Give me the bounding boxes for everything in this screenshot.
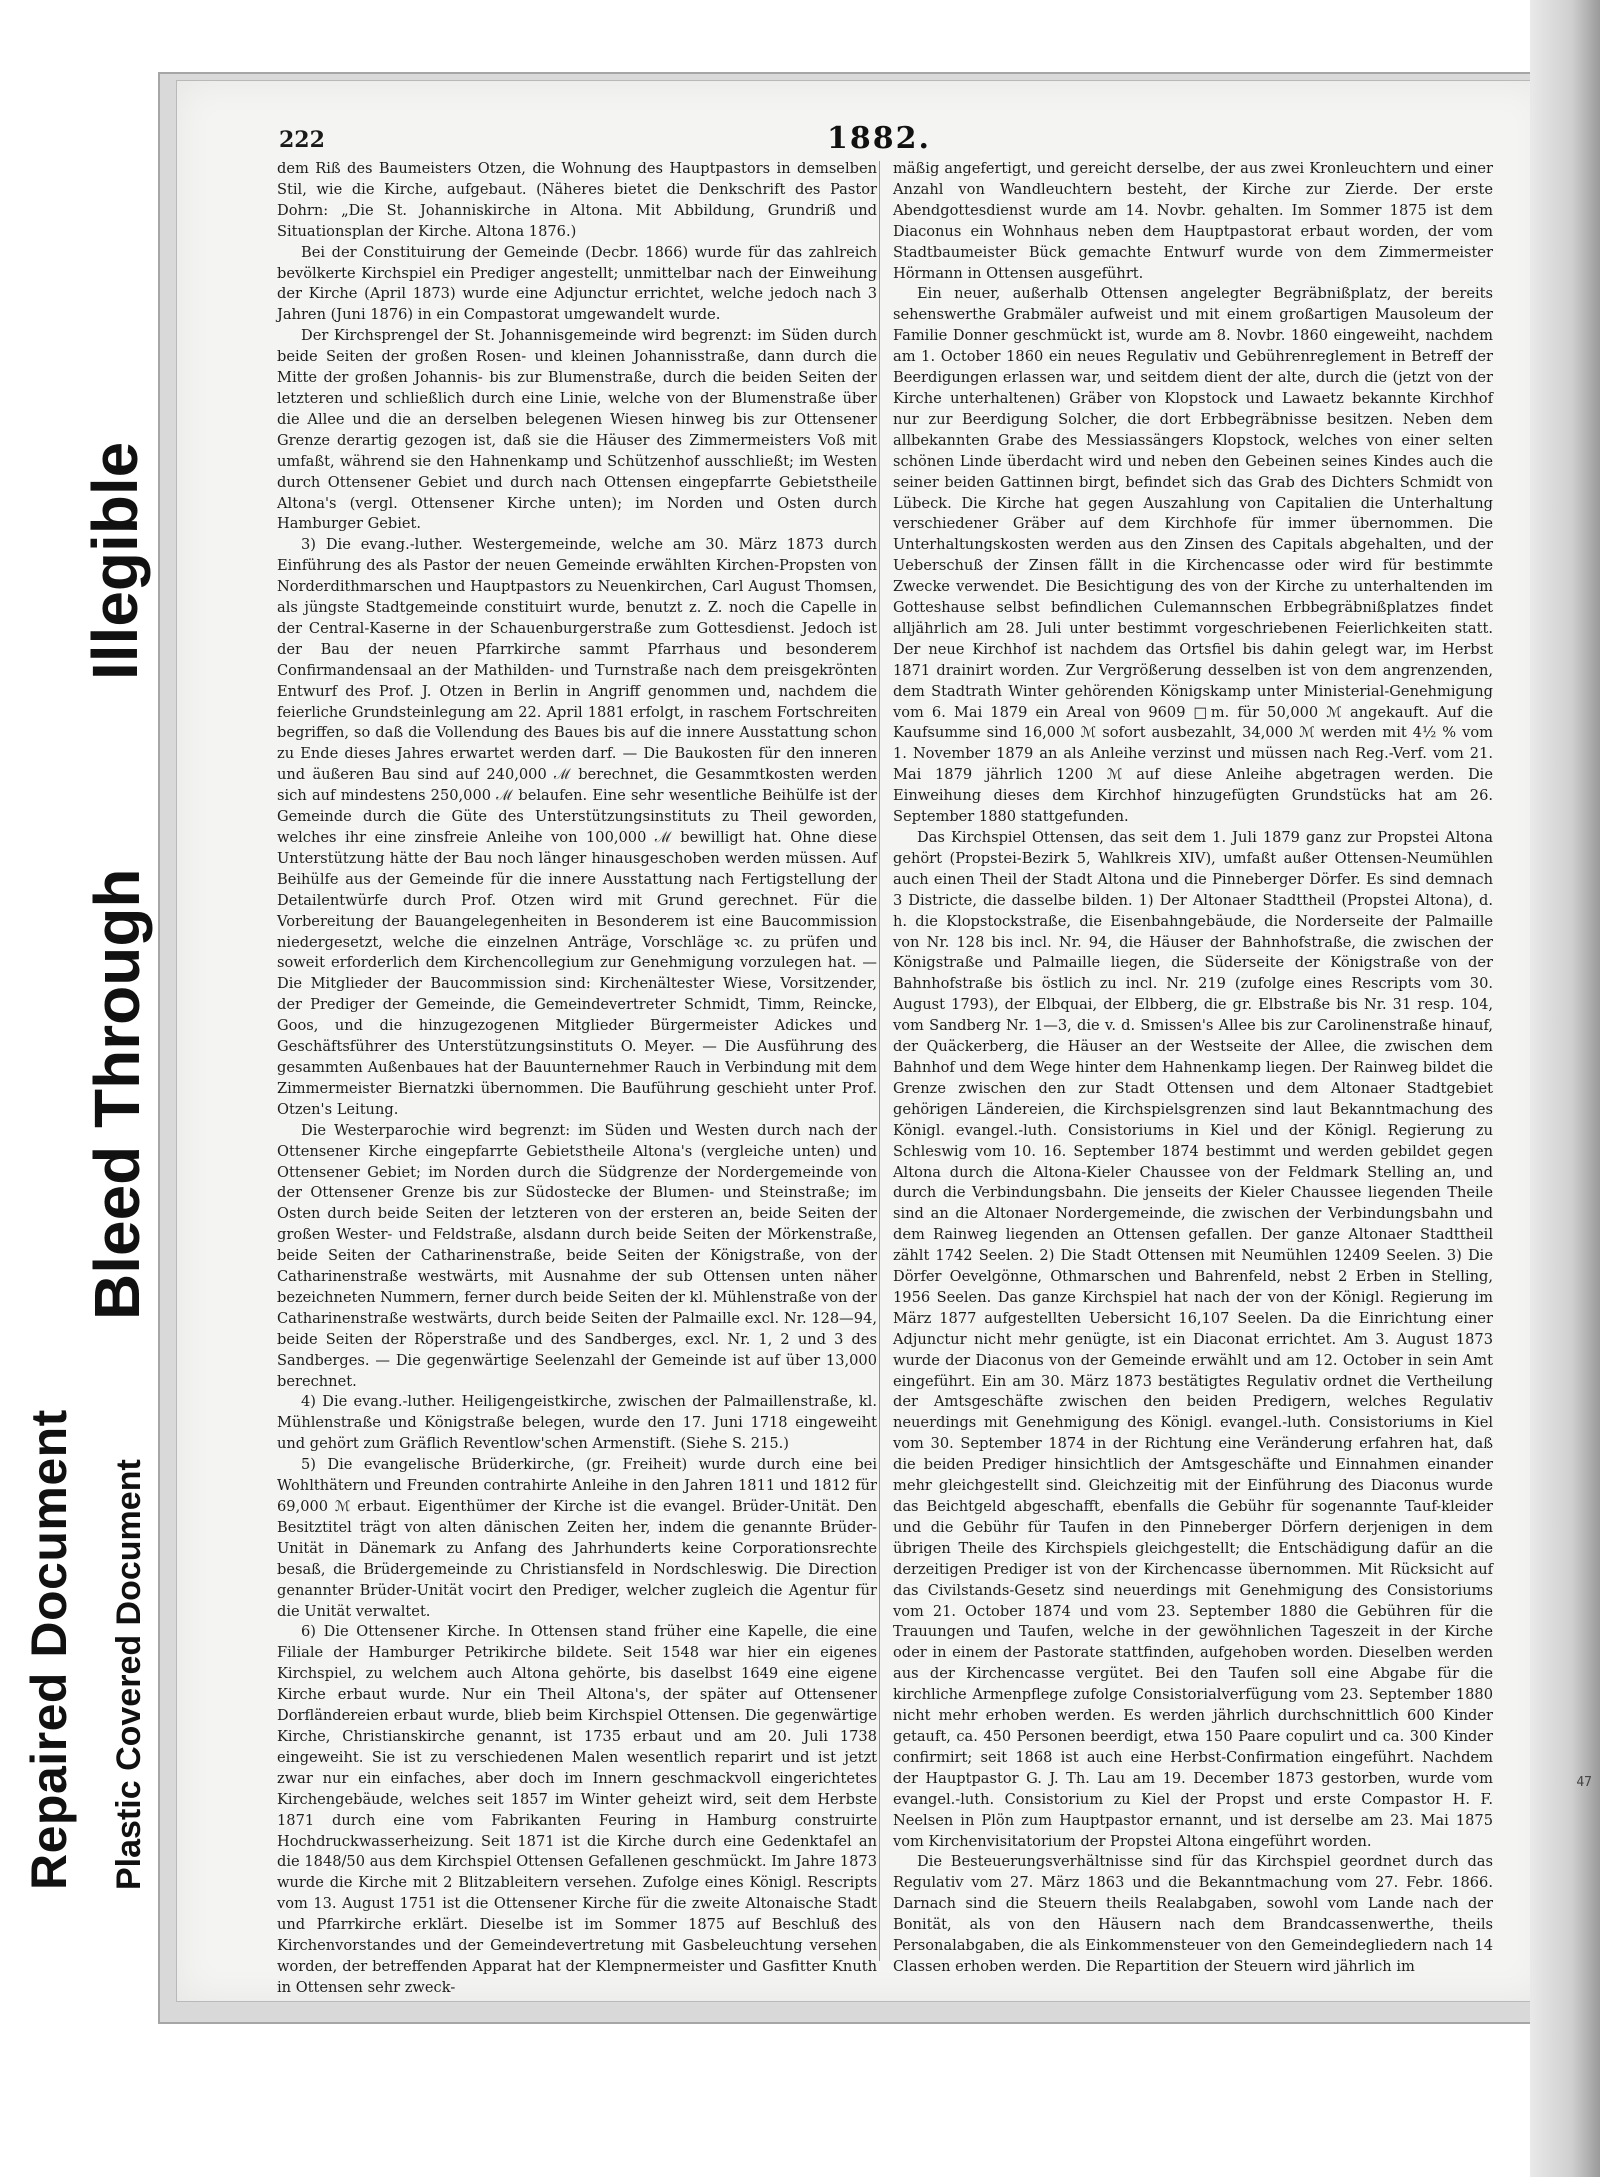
paragraph: Die Westerparochie wird begrenzt: im Süden und Westen durch nach der Ottensener Kirche eingepfarrte Gebietstheile Altona's (vergleiche unten) und Ottensener Gebiet; im Norden durch die Südgrenze der Nordergemeinde von der Ottensener Grenze bis zur Südostecke der Blumen- und Steinstraße; im Osten durch beide Seiten der letzteren von der ersteren an, beide Seiten der großen Wester- und Feldstraße, alsdann durch beide Seiten der Mörkenstraße, beide Seiten der Catharinenstraße, beide Seiten der Königstraße, von der Catharinenstraße westwärts, mit Ausnahme der sub Ottensen unten näher bezeichneten Nummern, ferner durch beide Seiten der kl. Mühlenstraße von der Catharinenstraße westwärts, durch beide Seiten der Palmaille excl. Nr. 128—94, beide Seiten der Röperstraße und des Sandberges, excl. Nr. 1, 2 und 3 des Sandberges. — Die gegenwärtige Seelenzahl der Gemeinde ist auf über 13,000 berechnet. — [277, 1121, 877, 1390]
paragraph: Bei der Constituirung der Gemeinde (Decbr. 1866) wurde für das zahlreich bevölkerte Kirchspiel ein Prediger angestellt; unmittelbar nach der Einweihung der Kirche (April 1873) wurde eine Adjunctur errichtet, welche jedoch nach 3 Jahren (Juni 1876) in ein Compastorat umgewandelt wurde. — [277, 243, 877, 324]
paragraph: 5) Die evangelische Brüderkirche, (gr. Freiheit) wurde durch eine bei Wohlthätern und Freunden contrahirte Anleihe in den Jahren 1811 und 1812 für 69,000 ℳ erbaut. Eigenthümer der Kirche ist die evangel. Brüder-Unität. Den Besitztitel trägt von alten dänischen Zeiten her, indem die genannte Brüder-Unität in Dänemark zu Anfang des Jahrhunderts keine Corporationsrechte besaß, die Brüdergemeinde zu Christiansfeld in Nordschleswig. Die Direction genannter Brüder-Unität vocirt den Prediger, welcher zugleich die Agentur für die Unität verwaltet. — [277, 1456, 877, 1620]
paragraph: 6) Die Ottensener Kirche. In Ottensen stand früher eine Kapelle, die eine Filiale der Hamburger Petrikirche bildete. Seit 1548 war hier ein eigenes Kirchspiel, zu welchem auch Altona gehörte, bis daselbst 1649 eine eigene Kirche erbaut wurde. Nur ein Theil Altona's, der später auf Ottensener Dorfländereien erbaut wurde, blieb beim Kirchspiel Ottensen. Die gegenwärtige Kirche, Christianskirche genannt, ist 1735 erbaut und am 20. Juli 1738 eingeweiht. Sie ist zu verschiedenen Malen wesentlich reparirt und ist jetzt zwar nur ein einfaches, aber doch im Innern geschmackvoll eingerichtetes Kirchengebäude, welches seit 1857 im Winter geheizt wird, seit dem Herbste 1871 durch eine vom Fabrikanten Feuring in Hamburg construirte Hochdruckwasserheizung. Seit 1871 ist die Kirche durch eine Gedenktafel an die 1848/50 aus dem Kirchspiel Ottensen Gefallenen geschmückt. Im Jahre 1873 wurde die Kirche mit 2 Blitzableitern versehen. Zufolge eines Königl. Rescripts vom 13. August 1751 ist die Ottensener Kirche für die zweite Altonaische Stadt und Pfarrkirche erklärt. Dieselbe ist im Sommer 1875 auf Beschluß des Kirchenvorstandes und der Gemeindevertretung mit Gasbeleuchtung versehen worden, der betreffenden Apparat hat der Klempnermeister und Gasfitter Knuth in Ottensen sehr zweck- — [277, 1623, 877, 1996]
scanned-page — [176, 80, 1548, 2002]
paragraph: mäßig angefertigt, und gereicht derselbe, der aus zwei Kronleuchtern und einer Anzahl von Wandleuchtern besteht, der Kirche zur Zierde. Der erste Abendgottesdienst wurde am 14. Novbr. gehalten. Im Sommer 1875 ist dem Diaconus ein Wohnhaus neben dem Hauptpastorat erbaut worden, der vom Stadtbaumeister Bück gemachte Entwurf wurde von dem Zimmermeister Hörmann in Ottensen ausgeführt. — [893, 160, 1493, 282]
stamp-area — [0, 0, 170, 2177]
paragraph: Der Kirchsprengel der St. Johannisgemeinde wird begrenzt: im Süden durch beide Seiten der großen Rosen- und kleinen Johannisstraße, dann durch die Mitte der großen Johannis- bis zur Blumenstraße, durch die beiden Seiten der letzteren und schließlich durch eine Linie, welche von der Blumenstraße über die Allee und die an derselben belegenen Wiesen hinweg bis zur Ottensener Grenze derartig gezogen ist, daß sie die Häuser des Zimmermeisters Voß mit umfaßt, während sie den Hahnenkamp und Schützenhof ausschließt; im Westen durch Ottensener Gebiet und durch nach Ottensen eingepfarrte Gebietstheile Altona's (vergl. Ottensener Kirche unten); im Norden und Osten durch Hamburger Gebiet. — [277, 327, 877, 533]
illegible-stamp: Illegible — [79, 441, 151, 680]
left-text-column — [277, 159, 877, 1999]
page-number: 222 — [279, 127, 325, 153]
paragraph: Die Besteuerungsverhältnisse sind für das Kirchspiel geordnet durch das Regulativ vom 27. März 1863 und die Bekanntmachung vom 27. Febr. 1866. Darnach sind die Steuern theils Realabgaben, sowohl vom Lande nach der Bonität, als von den Häusern nach dem Brandcassenwerthe, theils Personalabgaben, die als Einkommensteuer von den Gemeindegliedern nach 14 Classen erhoben werden. Die Repartition der Steuern wird jährlich im — [893, 1853, 1493, 1975]
page-year-heading: 1882. — [827, 121, 931, 156]
repaired-document-stamp: Repaired Document — [21, 1409, 77, 1890]
plastic-covered-stamp: Plastic Covered Document — [110, 1459, 148, 1890]
right-text-column — [893, 159, 1493, 1978]
book-binding-edge — [1530, 0, 1600, 2177]
paragraph: 4) Die evang.-luther. Heiligengeistkirche, zwischen der Palmaillenstraße, kl. Mühlenstraße und Königstraße belegen, wurde den 17. Juni 1718 eingeweiht und gehört zum Gräflich Reventlow'schen Armenstift. (Siehe S. 215.) — [277, 1393, 877, 1453]
paragraph: Ein neuer, außerhalb Ottensen angelegter Begräbnißplatz, der bereits sehenswerthe Grabmäler aufweist und mit einem großartigen Mausoleum der Familie Donner geschmückt ist, wurde am 8. Novbr. 1860 eingeweiht, nachdem am 1. October 1860 ein neues Regulativ und Gebührenreglement in Betreff der Beerdigungen erlassen war, und seitdem dient der alte, durch die (jetzt von der Kirche unterhaltenen) Gräber von Klopstock und Lawaetz bekannte Kirchhof nur zur Beerdigung Solcher, die dort Erbbegräbnisse besitzen. Neben dem allbekannten Grabe des Messiassängers Klopstock, welches von einer selten schönen Linde überdacht wird und neben den Gebeinen seines Kindes auch die seiner beiden Gattinnen birgt, befindet sich das Grab des Dichters Schmidt von Lübeck. Die Kirche hat gegen Auszahlung von Capitalien die Unterhaltung verschiedener Gräber auf dem Kirchhofe für immer übernommen. Die Unterhaltungskosten werden aus den Zinsen des Capitals abgehalten, und der Ueberschuß der Zinsen fällt in die Kirchencasse oder wird für bestimmte Zwecke verwendet. Die Besichtigung des von der Kirche zu unterhaltenden im Gotteshause selbst befindlichen Culemannschen Erbbegräbnißplatzes findet alljährlich am 28. Juli unter bestimmt vorgeschriebenen Feierlichkeiten statt. Der neue Kirchhof ist nachdem das Ortsfiel bis dahin gelegt war, im Herbst 1871 drainirt worden. Zur Vergrößerung desselben ist von dem angrenzenden, dem Stadtrath Winter gehörenden Königskamp unter Ministerial-Genehmigung vom 6. Mai 1879 ein Areal von 9609 □m. für 50,000 ℳ angekauft. Auf die Kaufsumme sind 16,000 ℳ sofort ausbezahlt, 34,000 ℳ werden mit 4½ % vom 1. November 1879 an als Anleihe verzinst und müssen nach Reg.-Verf. vom 21. Mai 1879 jährlich 1200 ℳ auf diese Anleihe abgetragen werden. Die Einweihung dieses dem Kirchhof hinzugefügten Grundstücks hat am 26. September 1880 stattgefunden. — [893, 285, 1493, 826]
column-divider — [879, 161, 880, 1961]
edge-marking: 47 — [1576, 1775, 1592, 1790]
paragraph: dem Riß des Baumeisters Otzen, die Wohnung des Hauptpastors in demselben Stil, wie die Kirche, aufgebaut. (Näheres bietet die Denkschrift des Pastor Dohrn: „Die St. Johanniskirche in Altona. Mit Abbildung, Grundriß und Situationsplan der Kirche. Altona 1876.) — [277, 160, 877, 240]
paragraph: 3) Die evang.-luther. Westergemeinde, welche am 30. März 1873 durch Einführung des als Pastor der neuen Gemeinde erwählten Kirchen-Propsten von Norderdithmarschen und Hauptpastors zu Neuenkirchen, Carl August Thomsen, als jüngste Stadtgemeinde constituirt wurde, benutzt z. Z. noch die Capelle in der Central-Kaserne in der Schauenburgerstraße zum Gottesdienst. Jedoch ist der Bau der neuen Pfarrkirche sammt Pfarrhaus und besonderem Confirmandensaal an der Mathilden- und Turnstraße nach dem preisgekrönten Entwurf des Prof. J. Otzen in Berlin in Angriff genommen und, nachdem die feierliche Grundsteinlegung am 22. April 1881 erfolgt, in raschem Fortschreiten begriffen, so daß die Vollendung des Baues bis auf die innere Ausstattung schon zu Ende dieses Jahres erwartet werden darf. — Die Baukosten für den inneren und äußeren Bau sind auf 240,000 ℳ berechnet, die Gesammtkosten werden sich auf mindestens 250,000 ℳ belaufen. Eine sehr wesentliche Beihülfe ist der Gemeinde durch die Güte des Unterstützungsinstituts zu Theil geworden, welches ihr eine zinsfreie Anleihe von 100,000 ℳ bewilligt hat. Ohne diese Unterstützung hätte der Bau noch länger hinausgeschoben werden müssen. Auf Beihülfe aus der Gemeinde für die innere Ausstattung nach Fertigstellung der Detailentwürfe durch Prof. Otzen wird mit Grund gerechnet. Für die Vorbereitung der Bauangelegenheiten in Besonderem ist eine Baucommission niedergesetzt, welche die einzelnen Anträge, Vorschläge ꝛc. zu prüfen und soweit erforderlich dem Kirchencollegium zur Genehmigung vorzulegen hat. — Die Mitglieder der Baucommission sind: Kirchenältester Wiese, Vorsitzender, der Prediger der Gemeinde, die Gemeindevertreter Schmidt, Timm, Reincke, Goos, und die hinzugezogenen Mitglieder Bürgermeister Adickes und Geschäftsführer des Unterstützungsinstituts O. Meyer. — Die Ausführung des gesammten Außenbaues hat der Bauunternehmer Rauch in Verbindung mit dem Zimmermeister Biernatzki übernommen. Die Bauführung geschieht unter Prof. Otzen's Leitung. — [277, 536, 877, 1118]
bleed-through-stamp: Bleed Through — [81, 868, 153, 1320]
paragraph: Das Kirchspiel Ottensen, das seit dem 1. Juli 1879 ganz zur Propstei Altona gehört (Propstei-Bezirk 5, Wahlkreis XIV), umfaßt außer Ottensen-Neumühlen auch einen Theil der Stadt Altona und die Pinneberger Dörfer. Es sind demnach 3 Districte, die dasselbe bilden. 1) Der Altonaer Stadttheil (Propstei Altona), d. h. die Klopstockstraße, die Eisenbahngebäude, die Norderseite der Palmaille von Nr. 128 bis incl. Nr. 94, die Häuser der Bahnhofstraße, die zwischen der Königstraße und Palmaille liegen, die Süderseite der Königstraße von der Bahnhofstraße bis östlich zu incl. Nr. 219 (zufolge eines Rescripts vom 30. August 1793), der Elbquai, der Elbberg, die gr. Elbstraße bis Nr. 31 resp. 104, vom Sandberg Nr. 1—3, die v. d. Smissen's Allee bis zur Carolinenstraße hinauf, der Quäckerberg, die Häuser an der Westseite der Allee, die zwischen dem Bahnhof und dem Wege hinter dem Hahnenkamp liegen. Der Rainweg bildet die Grenze zwischen den zur Stadt Ottensen und dem Altonaer Stadtgebiet gehörigen Ländereien, die Kirchspielsgrenzen sind laut Bekanntmachung des Königl. evangel.-luth. Consistoriums in Kiel und der Königl. Regierung zu Schleswig vom 10. 16. September 1874 bestimmt und werden gebildet gegen Altona durch die Altona-Kieler Chaussee von der Feldmark Stelling an, und durch die Verbindungsbahn. Die jenseits der Kieler Chaussee liegenden Theile sind an die Altonaer Nordergemeinde, die zwischen der Verbindungsbahn und dem Rainweg liegenden an Ottensen gefallen. Der ganze Altonaer Stadttheil zählt 1742 Seelen. 2) Die Stadt Ottensen mit Neumühlen 12409 Seelen. 3) Die Dörfer Oevelgönne, Othmarschen und Bahrenfeld, nebst 2 Erben in Stelling, 1956 Seelen. Das ganze Kirchspiel hat nach der von der Königl. Regierung im März 1877 aufgestellten Uebersicht 16,107 Seelen. Da die Einrichtung einer Adjunctur nicht mehr genügte, ist ein Diaconat errichtet. Am 3. August 1873 wurde der Diaconus von der Gemeinde erwählt und am 12. October in sein Amt eingeführt. Ein am 30. März 1873 bestätigtes Regulativ ordnet die Vertheilung der Amtsgeschäfte zwischen den beiden Predigern, welches Regulativ neuerdings mit Genehmigung des Königl. evangel.-luth. Consistoriums in Kiel vom 30. September 1874 in der Richtung eine Veränderung erfahren hat, daß die beiden Prediger hinsichtlich der Amtsgeschäfte und Einnahmen einander mehr gleichgestellt sind. Gleichzeitig mit der Einführung des Diaconus wurde das Beichtgeld abgeschafft, ebenfalls die Gebühr für sogenannte Tauf-kleider und die Gebühr für Taufen in den Pinneberger Dörfern derjenigen in dem übrigen Theile des Kirchspiels gleichgestellt; die Entschädigung dafür an die derzeitigen Prediger ist von der Kirchencasse übernommen. Mit Rücksicht auf das Civilstands-Gesetz sind neuerdings mit Genehmigung des Consistoriums vom 21. October 1874 und vom 23. September 1880 die Gebühren für die Trauungen und Taufen, welche in der gewöhnlichen Tageszeit in der Kirche oder in einem der Pastorate stattfinden, aufgehoben worden. Dieselben werden aus der Kirchencasse vergütet. Bei den Taufen soll eine Abgabe für die kirchliche Armenpflege zufolge Consistorialverfügung vom 23. September 1880 nicht mehr erhoben werden. Es werden jährlich durchschnittlich 600 Kinder getauft, ca. 450 Personen beerdigt, etwa 150 Paare copulirt und ca. 300 Kinder confirmirt; seit 1868 ist auch eine Herbst-Confirmation eingeführt. Nachdem der Hauptpastor G. J. Th. Lau am 19. December 1873 gestorben, wurde vom evangel.-luth. Consistorium zu Kiel der Propst und erste Compastor H. F. Neelsen in Plön zum Hauptpastor ernannt, und ist derselbe am 23. Mai 1875 vom Kirchenvisitatorium der Propstei Altona eingeführt worden. — [893, 829, 1493, 1850]
